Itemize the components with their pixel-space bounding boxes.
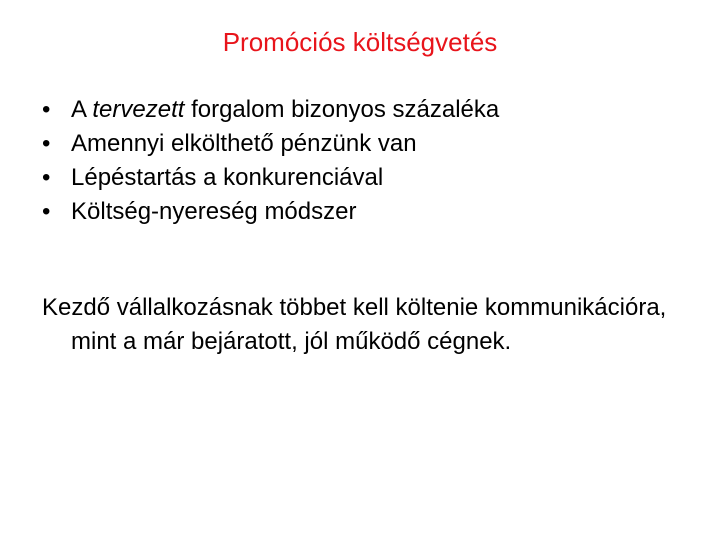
bullet-text-emphasis: tervezett — [92, 96, 185, 123]
bullet-dot: • — [42, 130, 51, 157]
bullet-text: Amennyi elkölthető pénzünk van — [71, 130, 417, 157]
note-paragraph: Kezdő vállalkozásnak többet kell költenie kommunikációra, mint a már bejáratott, jól működő cégnek. — [42, 294, 667, 355]
bullet-dot: • — [42, 164, 51, 191]
bullet-text: Költség-nyereség módszer — [71, 198, 357, 225]
slide-title: Promóciós költségvetés — [222, 27, 498, 57]
bullet-item — [42, 161, 682, 195]
bullet-dot: • — [42, 198, 51, 225]
bullet-text-pre: A — [71, 96, 93, 123]
bullet-item — [42, 93, 682, 127]
bullet-item — [42, 195, 682, 229]
bullet-item — [42, 127, 682, 161]
bullet-list — [42, 93, 682, 229]
bullet-text: Lépéstartás a konkurenciával — [71, 164, 384, 191]
bullet-dot: • — [42, 96, 51, 123]
bullet-text-post: forgalom bizonyos százaléka — [184, 96, 500, 123]
